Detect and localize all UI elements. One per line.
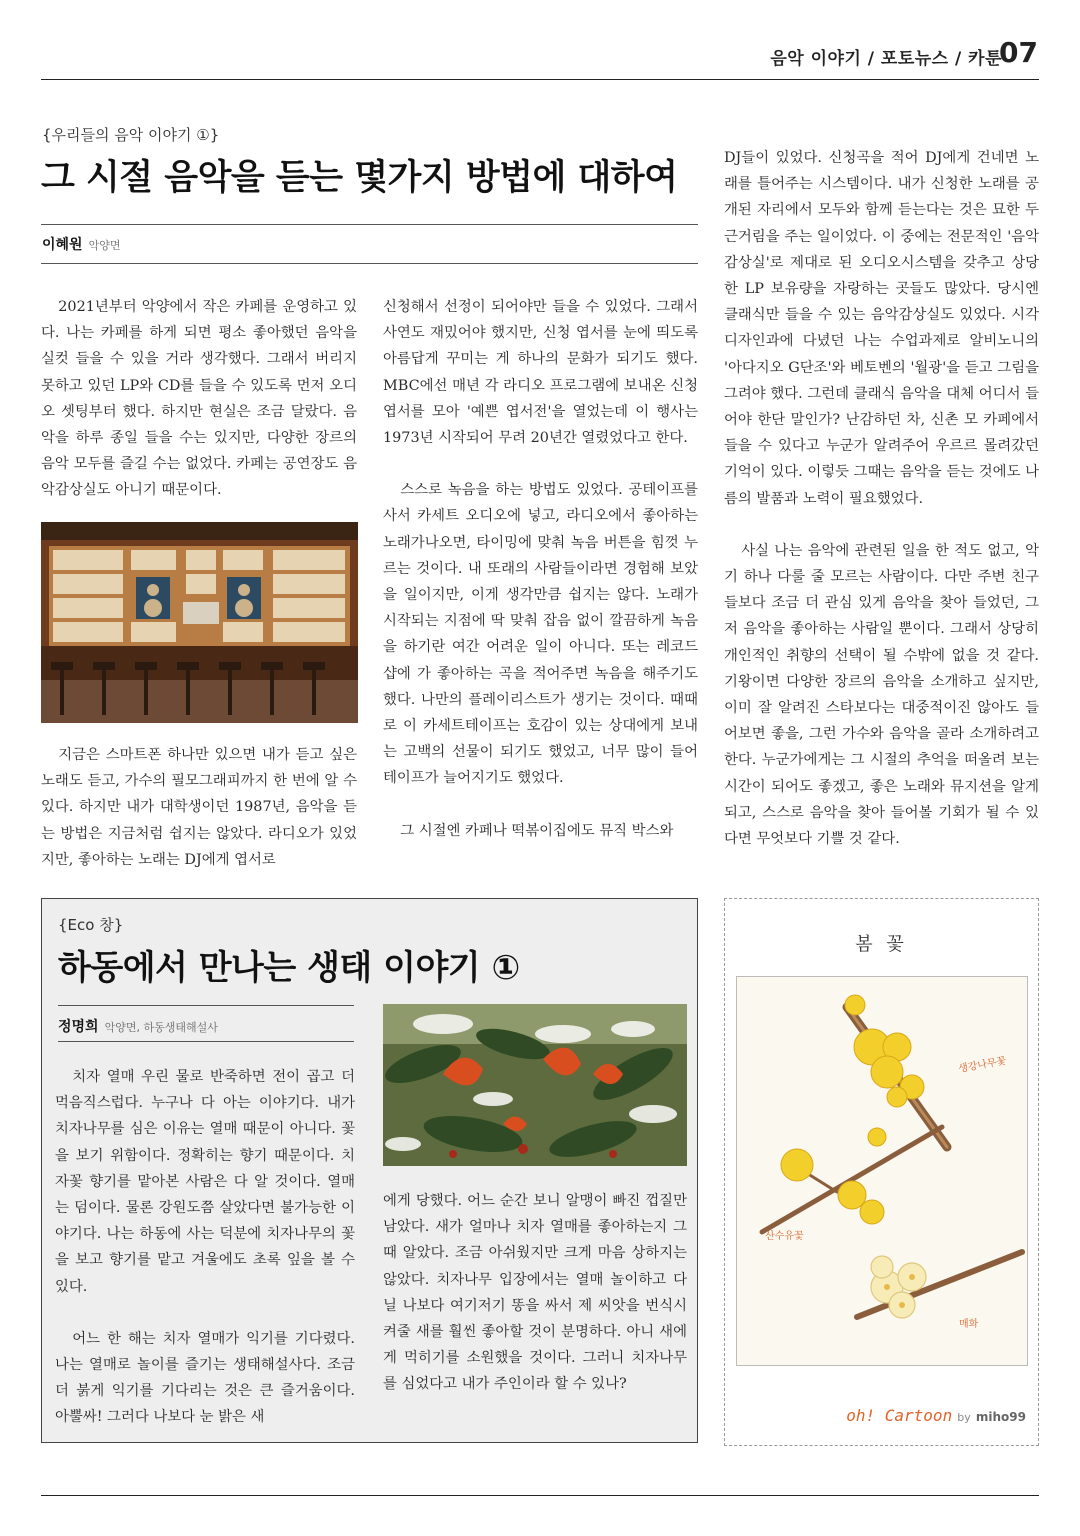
footer-rule [41, 1495, 1039, 1496]
gardenia-photo [383, 1004, 687, 1166]
eco-title: 하동에서 만나는 생태 이야기 ① [58, 948, 520, 988]
spring-flowers-icon [737, 977, 1027, 1365]
article-byline [42, 234, 120, 254]
article-column-2 [383, 294, 698, 844]
cartoon-brand: oh! Cartoon [846, 1406, 953, 1425]
paragraph: DJ들이 있었다. 신청곡을 적어 DJ에게 건네면 노래를 틀어주는 시스템이다. 내가 신청한 노래를 공개된 자리에서 모두와 함께 듣는다는 것은 묘한 두근거림을 주는 일이었다. 이 중에는 전문적인 '음악감상실'로 제대로 된 오디오시스템을 갖추고 상당한 LP 보유량을 자랑하는 곳들도 많았다. 당시엔 클래식만 들을 수 있는 음악감상실도 있었다. 시각디자인과에 다녔던 나는 수업과제로 알비노니의 '아다지오 G단조'와 베토벤의 '월광'을 듣고 그림을 그려야 했다. 그런데 클래식 음악을 대체 어디서 들어야 한단 말인가? 난감하던 차, 신촌 모 카페에서 들을 수 있다고 누군가 알려주어 우르르 몰려갔던 기억이 있다. 이렇듯 그때는 음악을 듣는 것에도 나름의 발품과 노력이 필요했었다. [724, 150, 1039, 507]
article-column-1b [41, 742, 357, 873]
article-title: 그 시절 음악을 듣는 몇가지 방법에 대하여 [41, 158, 678, 198]
paragraph: 지금은 스마트폰 하나만 있으면 내가 듣고 싶은 노래도 듣고, 가수의 필모그래피까지 한 번에 알 수 있다. 하지만 내가 대학생이던 1987년, 음악을 듣는 방법은 지금처럼 쉽지는 않았다. 라디오가 있었지만, 좋아하는 노래는 DJ에게 엽서로 [41, 747, 357, 868]
paragraph: 어느 한 해는 치자 열매가 익기를 기다렸다. 나는 열매로 놀이를 즐기는 생태해설사다. 조금 더 붉게 익기를 기다리는 것은 큰 즐거움이다. 아뿔싸! 그러다 나보다 눈 밝은 새 [55, 1330, 355, 1426]
paragraph: 사실 나는 음악에 관련된 일을 한 적도 없고, 악기 하나 다룰 줄 모르는 사람이다. 다만 주변 친구들보다 조금 더 관심 있게 음악을 찾아 들었던, 그저 음악을 좋아하는 사람일 뿐이다. 그래서 상당히 개인적인 취향의 선택이 될 수밖에 없을 것 같다. 기왕이면 다양한 장르의 음악을 소개하고 싶지만, 이미 잘 알려진 스타보다는 대중적이진 않아도 들어보면 좋을, 그런 가수와 음악을 골라 소개하려고 한다. 누군가에게는 그 시절의 추억을 떠올려 보는 시간이 되어도 좋겠고, 좋은 노래와 뮤지션을 알게 되고, 스스로 음악을 찾아 들어볼 기회가 될 수 있다면 무엇보다 기쁠 것 같다. [724, 542, 1039, 848]
section-nav: 음악 이야기 / 포토뉴스 / 카툰 [770, 49, 1002, 69]
eco-title-rule [58, 1005, 354, 1006]
paragraph: 스스로 녹음을 하는 방법도 있었다. 공테이프를 사서 카세트 오디오에 넣고, 라디오에서 좋아하는 노래가나오면, 타이밍에 맞춰 녹음 버튼을 힘껏 누르는 것이다. 내 또래의 사람들이라면 경험해 보았을 일이지만, 이게 생각만큼 쉽지는 않다. 노래가 시작되는 지점에 딱 맞춰 잡음 없이 깔끔하게 녹음을 하기란 여간 어려운 일이 아니다. 또는 레코드 샵에 가 좋아하는 곡을 적어주면 녹음을 해주기도 했다. 나만의 플레이리스트가 생기는 것이다. 때때로 이 카세트테이프는 호감이 있는 상대에게 보내는 고백의 선물이 되기도 했었고, 너무 많이 들어 테이프가 늘어지기도 했었다. [383, 482, 698, 787]
title-rule [41, 224, 698, 225]
paragraph: 그 시절엔 카페나 떡볶이집에도 뮤직 박스와 [400, 822, 674, 839]
author-name: 정명희 [58, 1019, 99, 1035]
eco-kicker: {Eco 창} [58, 916, 124, 934]
article-column-1 [41, 294, 357, 504]
page-number: 07 [999, 36, 1038, 69]
eco-column-2 [383, 1188, 687, 1398]
paragraph: 치자 열매 우린 물로 반죽하면 전이 곱고 더 먹음직스럽다. 누구나 다 아는 이야기다. 내가 치자나무를 심은 이유는 열매 때문이 아니다. 꽃을 보기 위함이다. 정확히는 향기 때문이다. 치자꽃 향기를 맡아본 사람은 다 알 것이다. 열매는 덤이다. 물론 강원도쯤 살았다면 불가능한 이야기다. 나는 하동에 사는 덕분에 치자나무의 꽃을 보고 향기를 맡고 겨울에도 초록 잎을 볼 수 있다. [55, 1069, 355, 1295]
label-plum: 매화 [959, 1319, 979, 1330]
header-rule [41, 79, 1039, 80]
paragraph: 2021년부터 악양에서 작은 카페를 운영하고 있다. 나는 카페를 하게 되면 평소 좋아했던 음악을 실컷 들을 수 있을 거라 생각했다. 그래서 버리지 못하고 있던 LP와 CD를 들을 수 있도록 먼저 오디오 셋팅부터 했다. 하지만 현실은 조금 달랐다. 음악을 하루 종일 들을 수는 있지만, 다양한 장르의 음악 모두를 즐길 수는 없었다. 카페는 공연장도 음악감상실도 아니기 때문이다. [41, 299, 357, 499]
cartoon-credit [736, 1406, 1026, 1425]
author-role: 악양면, 하동생태해설사 [104, 1021, 218, 1034]
music-cafe-photo-icon [41, 522, 358, 723]
byline-rule [41, 263, 698, 264]
eco-byline [58, 1016, 218, 1036]
gardenia-berries-in-snow-icon [383, 1004, 687, 1166]
label-cornus: 산수유꽃 [765, 1231, 804, 1242]
paragraph: 신청해서 선정이 되어야만 들을 수 있었다. 그래서 사연도 재밌어야 했지만, 신청 엽서를 눈에 띄도록 아름답게 꾸미는 게 하나의 문화가 되기도 했다. MBC에선 매년 각 라디오 프로그램에 보내온 신청 엽서를 모아 '예쁜 엽서전'을 열었는데 이 행사는 1973년 시작되어 무려 20년간 열렸었다고 한다. [383, 299, 698, 447]
eco-byline-rule [58, 1041, 354, 1042]
label-spicebush: 생강나무꽃 [957, 1055, 1008, 1075]
article-kicker: {우리들의 음악 이야기 ①} [42, 126, 220, 144]
paragraph: 에게 당했다. 어느 순간 보니 알맹이 빠진 껍질만 남았다. 새가 얼마나 치자 열매를 좋아하는지 그때 알았다. 조금 아쉬웠지만 크게 마음 상하지는 않았다. 치자나무 입장에서는 열매 놀이하고 다닐 나보다 여기저기 똥을 싸서 제 씨앗을 번식시켜줄 새를 훨씬 좋아할 것이 분명하다. 아니 새에게 먹히기를 소원했을 것이다. 그러니 치자나무를 심었다고 내가 주인이라 할 수 있나? [383, 1193, 687, 1393]
author-role: 악양면 [88, 239, 121, 252]
article-column-3 [724, 145, 1039, 852]
cartoon-title: 봄 꽃 [855, 934, 908, 955]
cartoon-by: by [957, 1411, 971, 1424]
music-cafe-photo [41, 522, 358, 723]
eco-column-1 [55, 1064, 355, 1431]
author-name: 이혜원 [42, 237, 83, 253]
cartoon-illustration [736, 976, 1028, 1366]
cartoon-artist: miho99 [975, 1410, 1026, 1424]
